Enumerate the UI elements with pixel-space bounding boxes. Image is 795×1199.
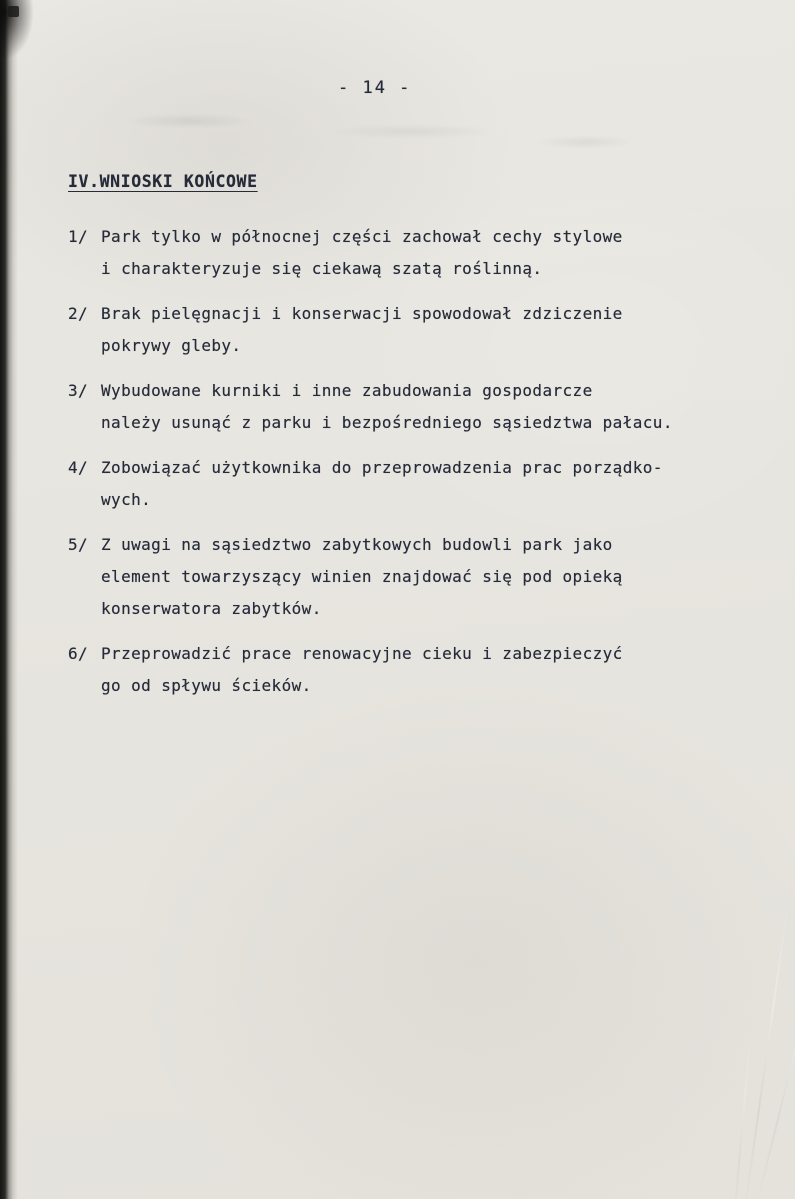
section-heading: IV.WNIOSKI KOŃCOWE <box>68 172 258 191</box>
text-line: Zobowiązać użytkownika do przeprowadzenia prac porządko- <box>101 458 663 477</box>
list-item <box>68 221 708 285</box>
item-text <box>101 452 663 516</box>
document-content <box>68 172 708 715</box>
conclusions-list <box>68 221 708 702</box>
item-text <box>101 298 623 362</box>
list-item <box>68 529 708 625</box>
text-line: element towarzyszący winien znajdować się pod opieką <box>101 567 623 586</box>
text-line: Przeprowadzić prace renowacyjne cieku i zabezpieczyć <box>101 644 623 663</box>
text-line: Wybudowane kurniki i inne zabudowania gospodarcze <box>101 381 593 400</box>
binding-shadow <box>0 0 18 1199</box>
list-item <box>68 452 708 516</box>
item-marker: 2/ <box>68 304 89 323</box>
page-number: - 14 - <box>338 78 412 98</box>
item-text <box>101 221 623 285</box>
item-text <box>101 529 623 625</box>
text-line: Z uwagi na sąsiedztwo zabytkowych budowli park jako <box>101 535 613 554</box>
item-marker: 6/ <box>68 644 89 663</box>
text-line: Park tylko w północnej części zachował cechy stylowe <box>101 227 623 246</box>
list-item <box>68 375 708 439</box>
list-item <box>68 298 708 362</box>
scan-artifact-mark <box>8 6 19 17</box>
text-line: wych. <box>101 490 152 509</box>
text-line: pokrywy gleby. <box>101 336 242 355</box>
text-line: należy usunąć z parku i bezpośredniego sąsiedztwa pałacu. <box>101 413 673 432</box>
item-text <box>101 375 673 439</box>
text-line: Brak pielęgnacji i konserwacji spowodował zdziczenie <box>101 304 623 323</box>
item-marker: 4/ <box>68 458 89 477</box>
text-line: i charakteryzuje się ciekawą szatą roślinną. <box>101 259 543 278</box>
item-marker: 3/ <box>68 381 89 400</box>
item-marker: 1/ <box>68 227 89 246</box>
item-marker: 5/ <box>68 535 89 554</box>
text-line: go od spływu ścieków. <box>101 676 312 695</box>
text-line: konserwatora zabytków. <box>101 599 322 618</box>
list-item <box>68 638 708 702</box>
item-text <box>101 638 623 702</box>
ink-bleedthrough <box>60 100 700 170</box>
